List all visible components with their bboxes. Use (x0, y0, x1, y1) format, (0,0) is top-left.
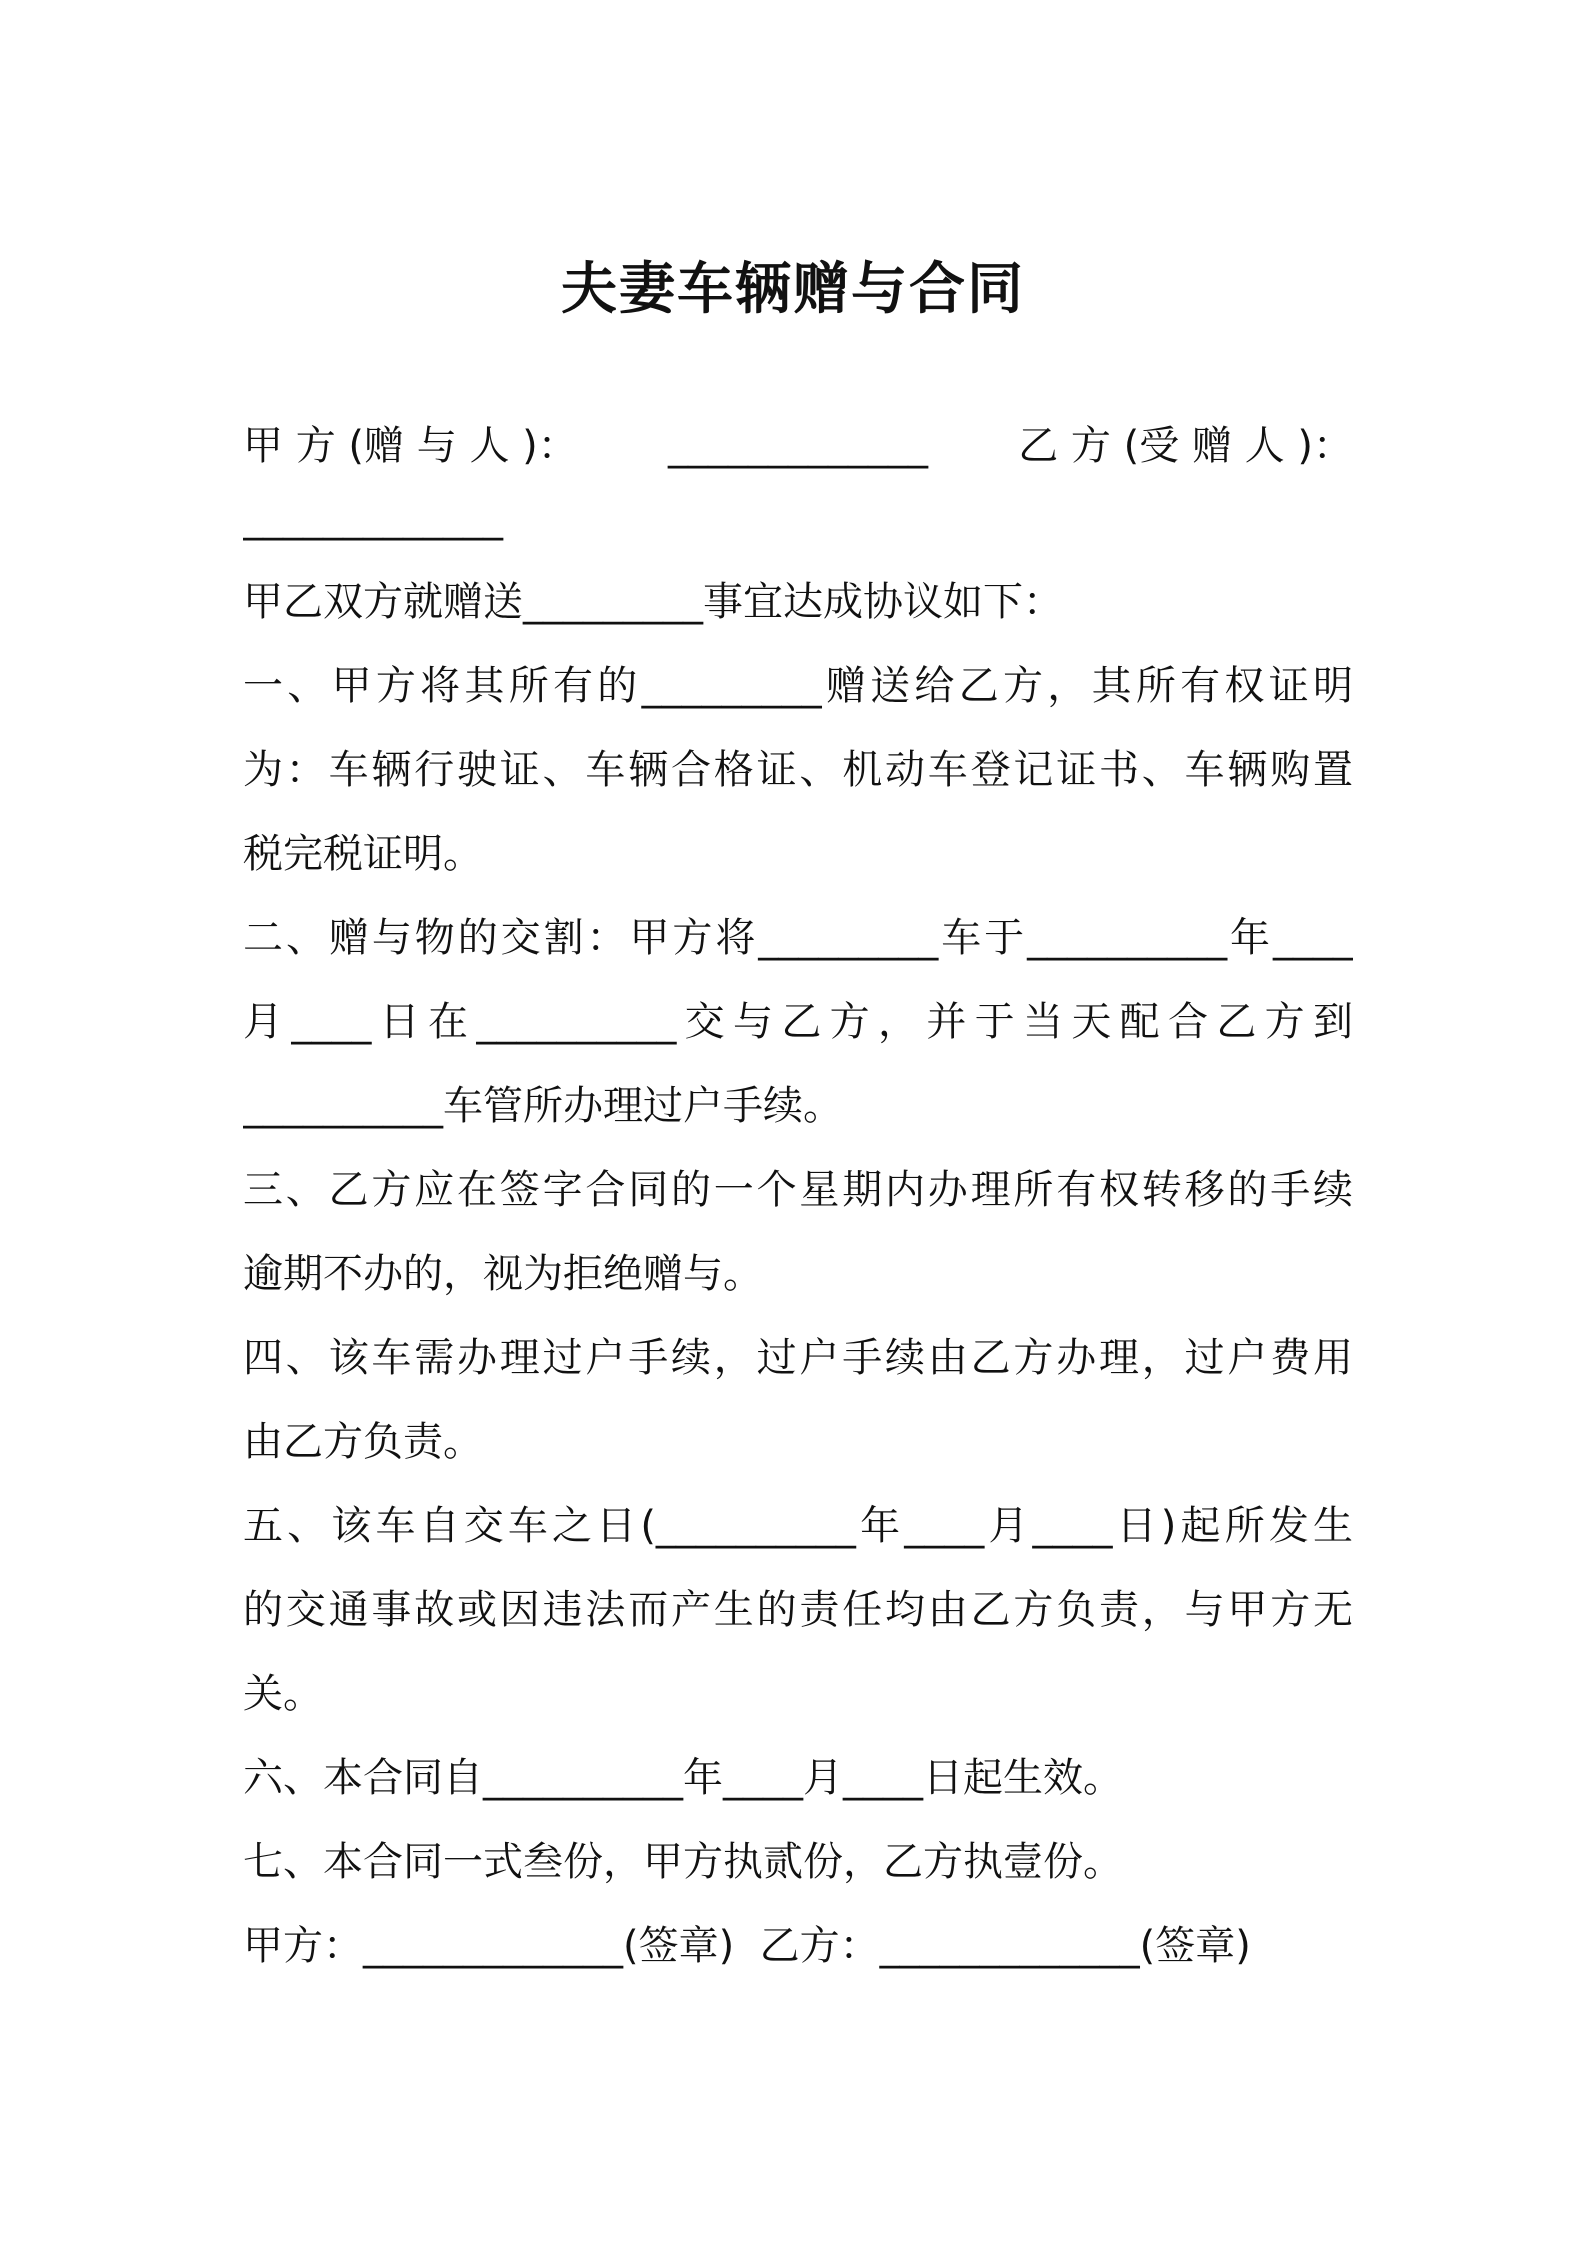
clause-5-line-1: 五、该车自交车之日(__________年____月____日)起所发生 (243, 1503, 1353, 1549)
clause-1-line-3: 税完税证明。 (243, 831, 483, 877)
signature-line: 甲方：_____________(签章) 乙方：_____________(签章) (243, 1923, 1251, 1969)
clause-6-line: 六、本合同自__________年____月____日起生效。 (243, 1755, 1123, 1801)
clause-2-line-2: 月____日在__________交与乙方，并于当天配合乙方到 (243, 999, 1353, 1045)
parties-line (243, 404, 1353, 488)
document-body (243, 404, 1353, 1988)
party-b-blank: _____________ (243, 495, 503, 541)
party-b-label: 乙 方 (受 赠 人 )： (1018, 423, 1353, 469)
clause-5-line-2: 的交通事故或因违法而产生的责任均由乙方负责，与甲方无 (243, 1587, 1353, 1633)
clause-3-line-2: 逾期不办的，视为拒绝赠与。 (243, 1251, 763, 1297)
clause-3-line-1: 三、乙方应在签字合同的一个星期内办理所有权转移的手续 (243, 1167, 1353, 1213)
clause-4-line-1: 四、该车需办理过户手续，过户手续由乙方办理，过户费用 (243, 1335, 1353, 1381)
clause-2-line-3: __________车管所办理过户手续。 (243, 1083, 843, 1129)
clause-2-line-1: 二、赠与物的交割：甲方将_________车于__________年____ (243, 915, 1353, 961)
clause-4-line-2: 由乙方负责。 (243, 1419, 483, 1465)
document-title: 夫妻车辆赠与合同 (561, 257, 1025, 322)
intro-line: 甲乙双方就赠送_________事宜达成协议如下： (243, 579, 1063, 625)
party-a-label: 甲 方 (赠 与 人 )： (243, 423, 578, 469)
clause-1-line-2: 为：车辆行驶证、车辆合格证、机动车登记证书、车辆购置 (243, 747, 1353, 793)
clause-5-line-3: 关。 (243, 1671, 323, 1717)
clause-7-line: 七、本合同一式叁份，甲方执贰份，乙方执壹份。 (243, 1839, 1123, 1885)
clause-1-line-1: 一、甲方将其所有的_________赠送给乙方，其所有权证明 (243, 663, 1353, 709)
party-a-blank: _____________ (668, 423, 928, 469)
